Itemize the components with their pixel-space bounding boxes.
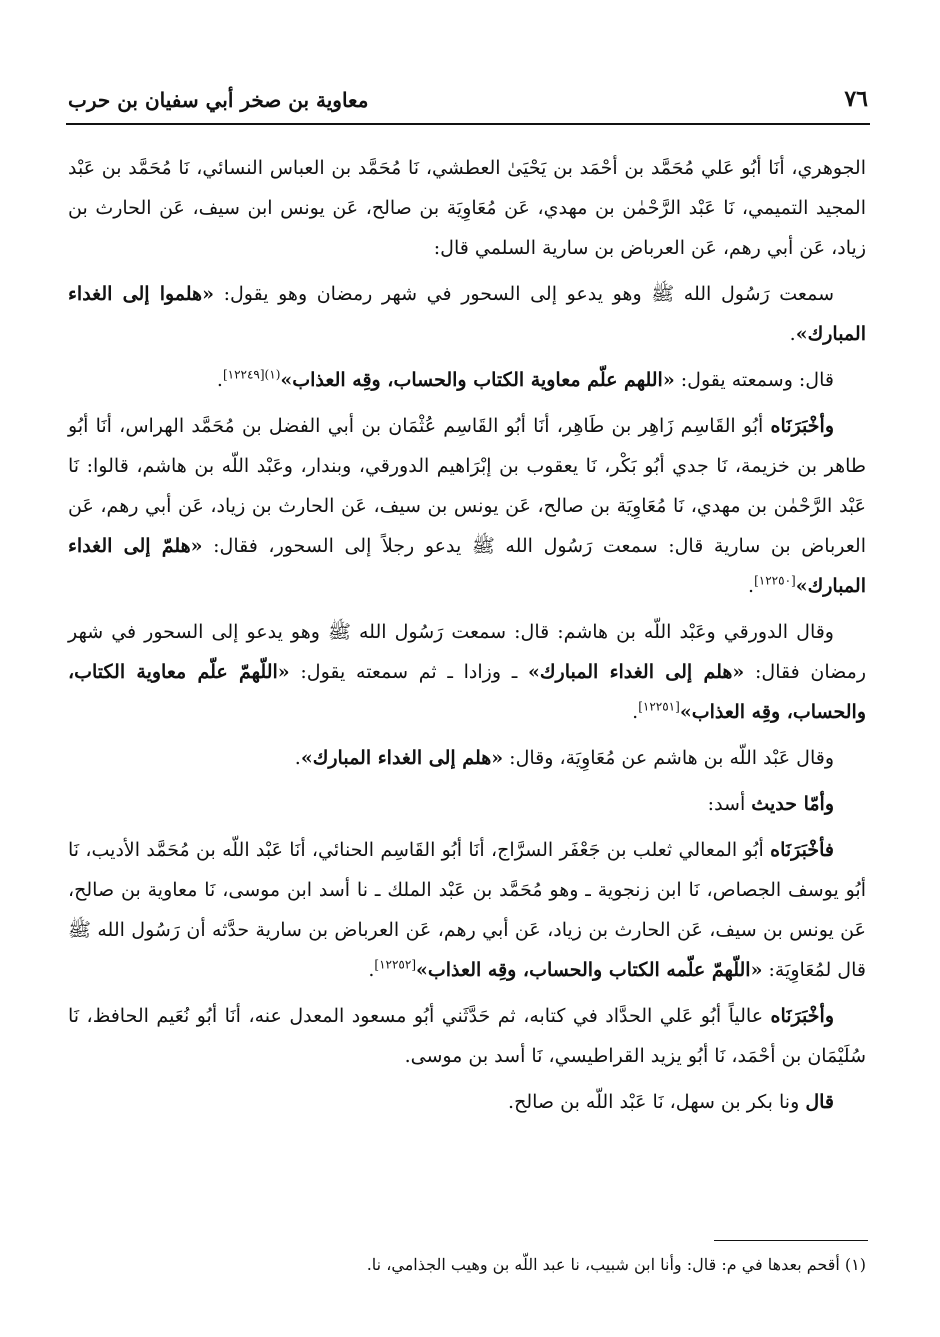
paragraph-9 <box>68 996 866 1076</box>
text-run: ونا بكر بن سهل، نَا عَبْد اللّه بن صالح. <box>508 1091 806 1113</box>
footnote-rule <box>714 1240 868 1241</box>
paragraph-2 <box>68 274 866 354</box>
text-run: أبُو المعالي ثعلب بن جَعْفَر السرَّاج، أنَا أبُو القَاسِم الحنائي، أنَا عَبْد اللّه بن مُحَمَّد الأديب، نَا أبُو يوسف الجصاص، نَا ابن زنجوية ـ وهو مُحَمَّد بن عَبْد الملك ـ نا أسد ابن موسى، نَا معاوية بن صالح، عَن يونس بن سيف، عَن الحارث بن زياد، عَن أبي رهم، عَن العرباض بن سارية حدَّثه أن رَسُول الله ﷺ قال لمُعَاوِيَة: <box>68 839 866 981</box>
text-run: . <box>632 701 639 723</box>
bold-text: وأخْبَرَنَاه <box>770 415 834 437</box>
reference-marker: (١)[١٢٢٤٩] <box>222 367 281 382</box>
paragraph-8 <box>68 830 866 990</box>
text-run: . <box>368 959 375 981</box>
page-header <box>68 86 868 118</box>
bold-text: «هلم إلى الغداء المبارك» <box>300 747 504 769</box>
bold-text: «اللّهمّ علّم معاوية الكتاب، والحساب، وقِه العذاب» <box>68 661 866 723</box>
text-run: قال: وسمعته يقول: <box>674 369 834 391</box>
text-run: سمعت رَسُول الله ﷺ وهو يدعو إلى السحور في شهر رمضان وهو يقول: <box>213 283 834 305</box>
bold-text: «هلمّ إلى الغداء المبارك» <box>68 535 866 597</box>
footnote: (١) أقحم بعدها في م: قال: وأنا ابن شبيب، نا عبد اللّه بن وهيب الجذامي، نا. <box>366 1255 866 1274</box>
bold-text: «اللّهمّ علّمه الكتاب والحساب، وقِه العذاب» <box>416 959 763 981</box>
text-run: . <box>216 369 223 391</box>
bold-text: «هلموا إلى الغداء المبارك» <box>68 283 866 345</box>
bold-text: وأخْبَرَنَاه <box>770 1005 834 1027</box>
text-run: . <box>748 575 755 597</box>
paragraph-1 <box>68 148 866 268</box>
bold-text: «هلم إلى الغداء المبارك» <box>528 661 745 683</box>
paragraph-3 <box>68 360 866 400</box>
text-run: أسد: <box>707 793 752 815</box>
text-run: أبُو القَاسِم زَاهِر بن طَاهِر، أنَا أبُو القَاسِم عُثْمَان بن أبي الفضل بن مُحَمَّد الهراس، أنَا أبُو طاهر بن خزيمة، نَا جدي أبُو بَكْر، نَا يعقوب بن إبْرَاهيم الدورقي، وبندار، وعَبْد اللّه بن هاشم، قالوا: نَا عَبْد الرَّحْمٰن بن مهدي، نَا مُعَاوِيَة بن صالح، عَن يونس بن سيف، عَن الحارث بن زياد، عَن أبي رهم، عَن العرباض بن سارية قال: سمعت رَسُول الله ﷺ يدعو رجلاً إلى السحور، فقال: <box>68 415 867 557</box>
page-body <box>68 148 866 1128</box>
reference-marker: [١٢٢٥٠] <box>754 573 796 588</box>
header-rule <box>66 123 870 125</box>
running-title: معاوية بن صخر أبي سفيان بن حرب <box>68 88 369 112</box>
text-run: وقال عَبْد اللّه بن هاشم عن مُعَاوِيَة، وقال: <box>503 747 834 769</box>
text-run: عالياً أبُو عَلي الحدَّاد في كتابه، ثم حَدَّثَني أبُو مسعود المعدل عنه، أنَا أبُو نُعَيم الحافظ، نَا سُلَيْمَان بن أحْمَد، نَا أبُو يزيد القراطيسي، نَا أسد بن موسى. <box>68 1005 866 1067</box>
paragraph-4 <box>68 406 866 606</box>
text-run: وقال الدورقي وعَبْد اللّه بن هاشم: قال: سمعت رَسُول الله ﷺ وهو يدعو إلى السحور في شهر رمضان فقال: <box>68 621 866 683</box>
text-run: . <box>789 323 796 345</box>
text-run: الجوهري، أنَا أبُو عَلي مُحَمَّد بن أحْمَد بن يَحْيَىٰ العطشي، نَا مُحَمَّد بن العباس النسائي، نَا مُحَمَّد بن عَبْد المجيد التميمي، نَا عَبْد الرَّحْمٰن بن مهدي، عَن مُعَاوِيَة بن صالح، عَن يونس ابن سيف، عَن الحارث بن زياد، عَن أبي رهم، عَن العرباض بن سارية السلمي قال: <box>68 157 866 259</box>
bold-text: وأمّا حديث <box>751 793 834 815</box>
paragraph-10 <box>68 1082 866 1122</box>
reference-marker: [١٢٢٥٢] <box>374 957 417 972</box>
reference-marker: [١٢٢٥١] <box>638 699 680 714</box>
paragraph-6 <box>68 738 866 778</box>
bold-text: قال <box>805 1091 834 1113</box>
bold-text: «اللهم علّم معاوية الكتاب والحساب، وقِه العذاب» <box>280 369 675 391</box>
text-run: . <box>294 747 301 769</box>
paragraph-7 <box>68 784 866 824</box>
paragraph-5 <box>68 612 866 732</box>
page-number: ٧٦ <box>844 86 868 112</box>
bold-text: فأخْبَرَنَاه <box>770 839 834 861</box>
text-run: ـ وزادا ـ ثم سمعته يقول: <box>289 661 528 683</box>
